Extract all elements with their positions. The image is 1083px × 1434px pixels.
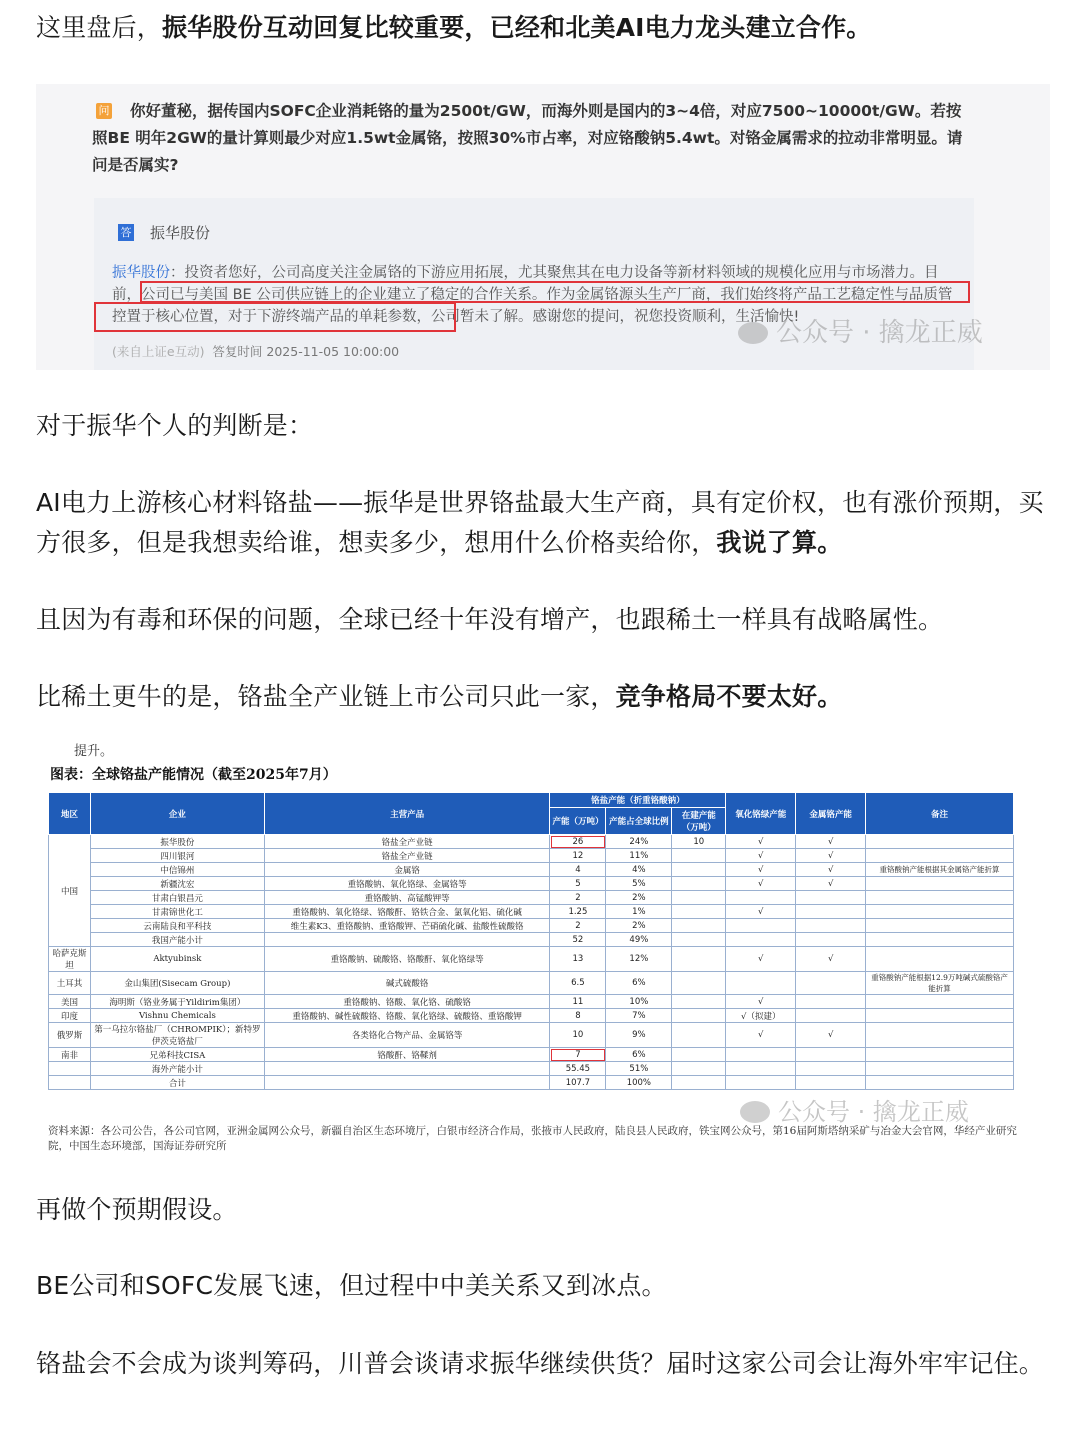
cell-share: 6% [606,972,672,995]
cell-capacity: 2 [550,919,606,933]
header-oxide: 氧化铬绿产能 [726,793,796,835]
cell-company: 海明斯（铬业务属于Yildirim集团） [90,995,264,1009]
cell-metal [796,995,866,1009]
table-row [49,891,1014,905]
cell-company: 四川银河 [90,849,264,863]
figure-watermark-text: 公众号 · 擒龙正威 [778,1098,969,1126]
cell-metal [796,1062,866,1076]
cell-note [866,891,1014,905]
cell-metal [796,933,866,947]
cell-product: 重铬酸钠、硫酸铬、铬酸酐、氧化铬绿等 [264,947,550,972]
cell-capacity: 2 [550,891,606,905]
figure-watermark [740,1092,969,1127]
header-capacity: 产能（万吨） [550,808,606,835]
paragraph-negotiation: 铬盐会不会成为谈判筹码，川普会谈请求振华继续供货？届时这家公司会让海外牢牢记住。 [36,1349,1045,1378]
cell-company: 第一乌拉尔铬盐厂（CHROMPIK）；新特罗伊茨克铬盐厂 [90,1023,264,1048]
figure-cut-text: 提升。 [74,744,114,759]
cell-company: 新疆沈宏 [90,877,264,891]
cell-metal: √ [796,877,866,891]
paragraph-core-material [36,483,1056,563]
cell-metal [796,972,866,995]
cell-capacity: 5 [550,877,606,891]
cell-product: 铬酸酐、铬鞣剂 [264,1048,550,1062]
cell-note [866,905,1014,919]
cell-building [672,1009,726,1023]
header-product: 主营产品 [264,793,550,835]
company-link[interactable]: 振华股份 [112,265,170,281]
cell-company: 振华股份 [90,835,264,849]
cell-note [866,1062,1014,1076]
cell-share: 2% [606,891,672,905]
cell-product: 重铬酸钠、高锰酸钾等 [264,891,550,905]
cell-building [672,1048,726,1062]
cell-oxide: √ [726,947,796,972]
table-row [49,1023,1014,1048]
cell-region: 哈萨克斯坦 [49,947,91,972]
cell-capacity: 52 [550,933,606,947]
watermark-text: 公众号 · 擒龙正威 [776,318,983,348]
cell-metal: √ [796,849,866,863]
cell-note [866,919,1014,933]
figure-source: 资料来源：各公司公告，各公司官网，亚洲金属网公众号，新疆自治区生态环境厅，白银市经济合作局，张掖市人民政府，陆良县人民政府，铁宝网公众号，第16届阿斯塔纳采矿与冶金大会官网，华经产业研究院，中国生态环境部，国海证券研究所 [48,1125,1017,1152]
cell-capacity: 6.5 [550,972,606,995]
company-name: 振华股份 [150,224,211,242]
competition-bold: 竞争格局不要太好。 [615,682,843,711]
cell-share: 5% [606,877,672,891]
cell-region: 土耳其 [49,972,91,995]
cell-oxide [726,919,796,933]
cell-note: 重铬酸钠产能根据12.9万吨碱式硫酸铬产能折算 [866,972,1014,995]
question-icon: 问 [96,103,112,119]
cell-oxide [726,1062,796,1076]
cell-building [672,877,726,891]
cell-company: 中信锦州 [90,863,264,877]
cell-capacity: 107.7 [550,1076,606,1090]
header-region: 地区 [49,793,91,835]
cell-metal: √ [796,1023,866,1048]
cell-product: 碱式硫酸铬 [264,972,550,995]
cell-note [866,877,1014,891]
cell-oxide [726,933,796,947]
cell-region [49,1062,91,1076]
cell-oxide: √ [726,849,796,863]
cell-share: 51% [606,1062,672,1076]
cell-share: 11% [606,849,672,863]
cell-product: 铬盐全产业链 [264,835,550,849]
cell-share: 4% [606,863,672,877]
cell-capacity: 8 [550,1009,606,1023]
cell-note [866,995,1014,1009]
cell-region: 俄罗斯 [49,1023,91,1048]
cell-share: 49% [606,933,672,947]
question-text: 你好董秘，据传国内SOFC企业消耗铬的量为2500t/GW，而海外则是国内的3~4倍，对应7500~10000t/GW。若按照BE 明年2GW的量计算则最少对应1.5wt金属铬，按照30%市占率，对应铬酸钠5.4wt。对铬金属需求的拉动非常明显。请问是否属实? [92,102,963,174]
cell-building [672,863,726,877]
cell-capacity: 26 [550,835,606,849]
header-note: 备注 [866,793,1014,835]
cell-product: 维生素K3、重铬酸钠、重铬酸钾、芒硝硫化碱、盐酸性硫酸铬 [264,919,550,933]
cell-oxide: √ [726,877,796,891]
cell-oxide [726,1076,796,1090]
cell-metal: √ [796,947,866,972]
paragraph-competition [36,677,1056,717]
cell-product: 各类铬化合物产品、金属铬等 [264,1023,550,1048]
cell-company: 我国产能小计 [90,933,264,947]
cell-company: Vishnu Chemicals [90,1009,264,1023]
cell-building [672,947,726,972]
cell-company: 合计 [90,1076,264,1090]
paragraph-assumption: 再做个预期假设。 [36,1195,238,1224]
cell-oxide: √ [726,1023,796,1048]
answer-source [112,342,399,360]
cell-product [264,933,550,947]
cell-share: 9% [606,1023,672,1048]
cell-building [672,1076,726,1090]
cell-product: 铬盐全产业链 [264,849,550,863]
cell-metal [796,1048,866,1062]
wechat-icon [740,1101,770,1123]
table-row [49,905,1014,919]
cell-product [264,1062,550,1076]
table-row [49,972,1014,995]
cell-capacity: 1.25 [550,905,606,919]
table-row [49,849,1014,863]
cell-note [866,835,1014,849]
cell-building [672,919,726,933]
cell-product: 金属铬 [264,863,550,877]
cell-metal [796,905,866,919]
table-row [49,877,1014,891]
table-row [49,1048,1014,1062]
cell-note [866,1023,1014,1048]
core-material-text: AI电力上游核心材料铬盐——振华是世界铬盐最大生产商，具有定价权，也有涨价预期，买方很多，但是我想卖给谁，想卖多少，想用什么价格卖给你， [36,488,1044,557]
cell-share: 7% [606,1009,672,1023]
qa-screenshot [36,84,1050,370]
table-row [49,835,1014,849]
capacity-figure [40,746,1040,1156]
paragraph-environment: 且因为有毒和环保的问题，全球已经十年没有增产，也跟稀土一样具有战略属性。 [36,605,944,634]
cell-note [866,1048,1014,1062]
capacity-table [48,792,1014,1090]
cell-metal: √ [796,835,866,849]
cell-product: 重铬酸钠、氧化铬绿、铬酸酐、铬铁合金、氯氧化铝、硫化碱 [264,905,550,919]
cell-product: 重铬酸钠、氧化铬绿、金属铬等 [264,877,550,891]
cell-region: 中国 [49,835,91,947]
cell-share: 2% [606,919,672,933]
cell-product: 重铬酸钠、铬酸、氧化铬、硫酸铬 [264,995,550,1009]
cell-company: 甘肃白银昌元 [90,891,264,905]
cell-capacity: 7 [550,1048,606,1062]
cell-share: 6% [606,1048,672,1062]
cell-oxide: √ [726,863,796,877]
cell-share: 24% [606,835,672,849]
cell-oxide [726,972,796,995]
capacity-table-body [49,835,1014,1090]
cell-metal: √ [796,863,866,877]
cell-building [672,891,726,905]
header-group: 铬盐产能（折重铬酸钠） [550,793,726,808]
cell-metal [796,1076,866,1090]
table-row [49,1062,1014,1076]
figure-title: 图表：全球铬盐产能情况（截至2025年7月） [50,767,337,783]
highlight-box-1 [140,281,970,303]
header-building: 在建产能（万吨） [672,808,726,835]
cell-building: 10 [672,835,726,849]
cell-building [672,1023,726,1048]
cell-share: 12% [606,947,672,972]
cell-note [866,947,1014,972]
paragraph-judgement: 对于振华个人的判断是： [36,411,314,440]
cell-oxide: √ [726,835,796,849]
cell-oxide: √（拟建） [726,1009,796,1023]
header-share: 产能占全球比例 [606,808,672,835]
intro-lead: 这里盘后， [36,13,163,42]
cell-building [672,995,726,1009]
cell-capacity: 4 [550,863,606,877]
competition-text: 比稀土更牛的是，铬盐全产业链上市公司只此一家， [36,682,616,711]
cell-building [672,905,726,919]
table-row [49,919,1014,933]
cell-region: 美国 [49,995,91,1009]
cell-note [866,1009,1014,1023]
wechat-icon [738,322,768,344]
cell-company: 云南陆良和平科技 [90,919,264,933]
cell-oxide [726,1048,796,1062]
answer-time: 答复时间 2025-11-05 10:00:00 [212,344,400,359]
cell-building [672,972,726,995]
table-row [49,995,1014,1009]
cell-share: 10% [606,995,672,1009]
table-row [49,933,1014,947]
watermark [738,312,983,349]
cell-company: 兄弟科技CISA [90,1048,264,1062]
cell-product: 重铬酸钠、碱性硫酸铬、铬酸、氧化铬绿、硫酸铬、重铬酸钾 [264,1009,550,1023]
cell-capacity: 13 [550,947,606,972]
highlight-box-2 [94,302,456,332]
table-row [49,1009,1014,1023]
cell-building [672,933,726,947]
header-company: 企业 [90,793,264,835]
cell-company: 海外产能小计 [90,1062,264,1076]
cell-building [672,1062,726,1076]
cell-note [866,933,1014,947]
cell-region: 南非 [49,1048,91,1062]
cell-product [264,1076,550,1090]
paragraph-be-sofc: BE公司和SOFC发展飞速，但过程中中美关系又到冰点。 [36,1271,667,1300]
cell-metal [796,891,866,905]
cell-note [866,1076,1014,1090]
cell-share: 100% [606,1076,672,1090]
cell-capacity: 12 [550,849,606,863]
cell-oxide: √ [726,905,796,919]
core-material-bold: 我说了算。 [716,528,843,557]
cell-company: 金山集团(Sisecam Group) [90,972,264,995]
cell-capacity: 11 [550,995,606,1009]
header-metal: 金属铬产能 [796,793,866,835]
intro-bold: 振华股份互动回复比较重要，已经和北美AI电力龙头建立合作。 [162,13,872,42]
cell-metal [796,1009,866,1023]
cell-oxide: √ [726,995,796,1009]
answer-icon: 答 [118,224,134,241]
cell-metal [796,919,866,933]
cell-region [49,1076,91,1090]
table-row [49,947,1014,972]
cell-capacity: 10 [550,1023,606,1048]
paragraph-intro [36,8,1056,48]
table-row [49,863,1014,877]
cell-note [866,849,1014,863]
cell-company: Aktyubinsk [90,947,264,972]
cell-capacity: 55.45 [550,1062,606,1076]
cell-oxide [726,891,796,905]
cell-share: 1% [606,905,672,919]
table-row [49,1076,1014,1090]
cell-company: 甘肃锦世化工 [90,905,264,919]
source-label: (来自上证e互动) [112,344,205,359]
cell-region: 印度 [49,1009,91,1023]
cell-building [672,849,726,863]
answer-body: ：投资者您好，公司高度关注金属铬的下游应用拓展，尤其聚焦其在电力设备等新材料领域的规模化应用与市场潜力。目前，公司已与美国 BE 公司供应链上的企业建立了稳定的合作关系。作为金属铬源头生产厂商，我们始终将产品工艺稳定性与品质管控置于核心位置，对于下游终端产品的单耗参数，公司暂未了解。感谢您的提问，祝您投资顺利，生活愉快! [112,265,953,325]
cell-note: 重铬酸钠产能根据其金属铬产能折算 [866,863,1014,877]
